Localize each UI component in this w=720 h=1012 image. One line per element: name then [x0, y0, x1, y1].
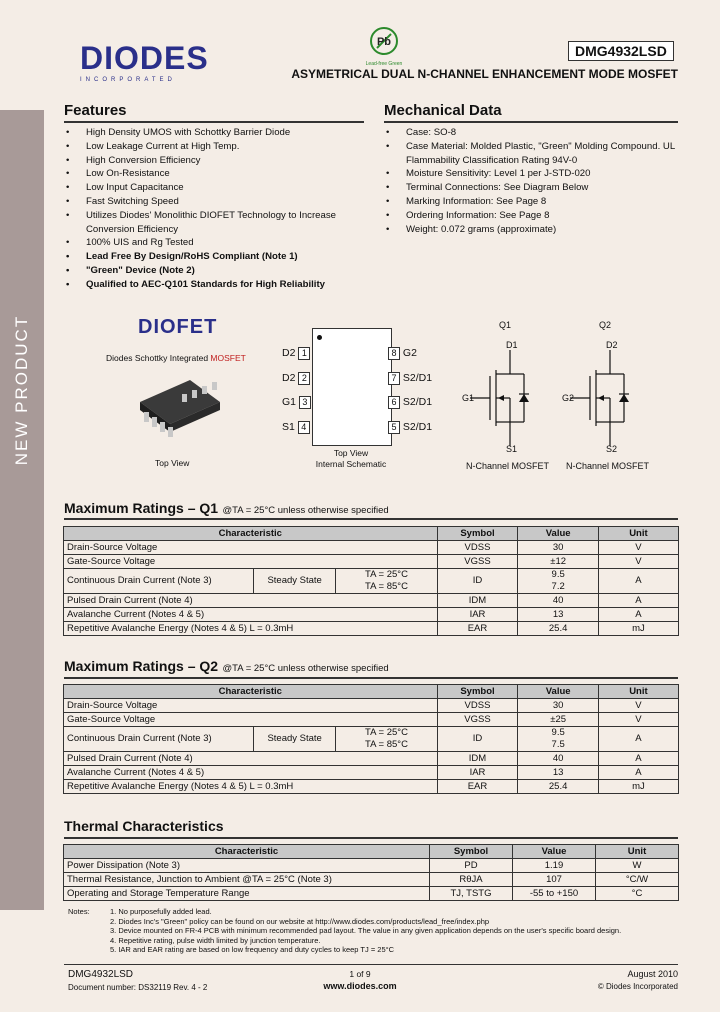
col-symbol: Symbol — [437, 527, 518, 541]
note-item: 2. Diodes Inc's "Green" policy can be found on our website at http://www.diodes.com/products/lead_free/index.php — [110, 916, 490, 926]
doc-subtitle: ASYMETRICAL DUAL N-CHANNEL ENHANCEMENT MODE MOSFET — [291, 67, 678, 81]
pb-symbol: Pb — [376, 36, 392, 48]
nmos-symbol-icon — [566, 350, 636, 446]
list-item: • Utilizes Diodes' Monolithic DIOFET Technology to Increase Conversion Efficiency — [64, 209, 364, 237]
features-list — [64, 126, 364, 292]
list-item: • Low On-Resistance — [64, 167, 364, 181]
g1-label: G1 — [462, 393, 475, 403]
schematic-caption-1: Top View — [333, 448, 369, 458]
footer-part: DMG4932LSD — [68, 969, 134, 980]
table-row: Drain-Source Voltage VDSS 30 V — [64, 541, 679, 555]
list-item: • Case: SO-8 — [384, 126, 678, 140]
nmos-symbol-icon — [466, 350, 536, 446]
thermal-rule — [64, 837, 678, 839]
table-row: Drain-Source Voltage VDSS 30 V — [64, 699, 679, 713]
q2-ratings-table — [63, 684, 679, 794]
footer-copyright: © Diodes Incorporated — [597, 982, 678, 991]
pin1-marker — [317, 335, 322, 340]
ic-outline — [312, 328, 392, 446]
notes-list — [110, 907, 680, 955]
d2-label: D2 — [606, 340, 618, 350]
table-row: Power Dissipation (Note 3) PD 1.19 W — [64, 859, 679, 873]
table-row: Gate-Source Voltage VGSS ±25 V — [64, 713, 679, 727]
table-row: Repetitive Avalanche Energy (Notes 4 & 5) L = 0.3mH EAR 25.4 mJ — [64, 622, 679, 636]
q1-rule — [64, 518, 678, 520]
list-item: • Lead Free By Design/RoHS Compliant (Note 1) — [64, 250, 364, 264]
col-characteristic: Characteristic — [64, 527, 438, 541]
s1-label: S1 — [506, 444, 518, 454]
col-unit: Unit — [598, 685, 678, 699]
table-row: Gate-Source Voltage VGSS ±12 V — [64, 555, 679, 569]
q1-label: Q1 — [499, 320, 512, 330]
table-row: Avalanche Current (Notes 4 & 5) IAR 13 A — [64, 608, 679, 622]
q2-rule — [64, 677, 678, 679]
q1-ratings-table — [63, 526, 679, 636]
table-header-row — [64, 685, 679, 699]
note-item: 5. IAR and EAR rating are based on low frequency and duty cycles to keep TJ = 25°C — [110, 945, 395, 954]
col-characteristic: Characteristic — [64, 845, 430, 859]
list-item: • High Density UMOS with Schottky Barrier Diode — [64, 126, 364, 140]
s2-label: S2 — [606, 444, 618, 454]
schematic-caption-2: Internal Schematic — [315, 459, 387, 469]
list-item: • Terminal Connections: See Diagram Below — [384, 181, 678, 195]
mechanical-list — [384, 126, 678, 236]
part-number: DMG4932LSD — [568, 41, 674, 61]
col-unit: Unit — [598, 527, 678, 541]
table-header-row — [64, 527, 679, 541]
package-caption: Top View — [155, 458, 190, 468]
thermal-title: Thermal Characteristics — [64, 818, 224, 834]
list-item: • Fast Switching Speed — [64, 195, 364, 209]
g2-label: G2 — [562, 393, 575, 403]
diodes-logo — [80, 40, 209, 83]
footer-doc-number: Document number: DS32119 Rev. 4 - 2 — [68, 983, 208, 992]
list-item: • Low Input Capacitance — [64, 181, 364, 195]
footer-url[interactable]: www.diodes.com — [323, 981, 397, 991]
list-item: • Marking Information: See Page 8 — [384, 195, 678, 209]
q2-section-title — [64, 658, 389, 676]
logo-text: DIODES — [80, 40, 209, 76]
side-banner-label: NEW PRODUCT — [12, 314, 31, 466]
q1-section-title — [64, 500, 389, 518]
footer-rule — [64, 964, 678, 965]
d1-label: D1 — [506, 340, 518, 350]
q2-condition: @TA = 25°C unless otherwise specified — [222, 663, 389, 674]
table-row: Continuous Drain Current (Note 3) Steady State TA = 25°C TA = 85°C ID 9.5 7.2 A — [64, 569, 679, 594]
note-item: 4. Repetitive rating, pulse width limited by junction temperature. — [110, 935, 321, 945]
col-characteristic: Characteristic — [64, 685, 438, 699]
lead-free-badge — [362, 26, 406, 67]
footer-page: 1 of 9 — [349, 969, 371, 979]
side-banner — [0, 110, 44, 910]
table-row: Pulsed Drain Current (Note 4) IDM 40 A — [64, 752, 679, 766]
col-value: Value — [513, 845, 596, 859]
q2-caption: N-Channel MOSFET — [566, 461, 650, 471]
features-title: Features — [64, 102, 127, 119]
q2-label: Q2 — [599, 320, 612, 330]
table-row: Avalanche Current (Notes 4 & 5) IAR 13 A — [64, 766, 679, 780]
list-item: • Ordering Information: See Page 8 — [384, 209, 678, 223]
note-item: 1. No purposefully added lead. — [110, 907, 212, 916]
list-item: • "Green" Device (Note 2) — [64, 264, 364, 278]
so8-package-image — [130, 372, 226, 444]
col-symbol: Symbol — [430, 845, 513, 859]
list-item: • High Conversion Efficiency — [64, 154, 364, 168]
table-header-row — [64, 845, 679, 859]
right-pins: 8 G2 7 S2/D1 6 S2/D1 5 S2/D1 — [388, 341, 432, 439]
q1-condition: @TA = 25°C unless otherwise specified — [222, 505, 389, 516]
list-item: • 100% UIS and Rg Tested — [64, 236, 364, 250]
diofet-caption-b: MOSFET — [210, 353, 246, 363]
mechanical-title: Mechanical Data — [384, 102, 502, 119]
thermal-table — [63, 844, 679, 901]
list-item: • Moisture Sensitivity: Level 1 per J-STD-020 — [384, 167, 678, 181]
footer-date: August 2010 — [627, 969, 678, 979]
schematic-caption — [312, 448, 390, 470]
list-item: • Qualified to AEC-Q101 Standards for High Reliability — [64, 278, 364, 292]
q1-caption: N-Channel MOSFET — [466, 461, 550, 471]
col-value: Value — [518, 527, 598, 541]
list-item: • Low Leakage Current at High Temp. — [64, 140, 364, 154]
leaf-icon — [369, 26, 399, 56]
left-pins: D2 1 D2 2 G1 3 S1 4 — [282, 341, 311, 439]
diofet-logo: DIOFET — [138, 316, 218, 338]
notes-label: Notes: — [68, 907, 90, 916]
list-item: • Case Material: Molded Plastic, "Green" Molding Compound. UL Flammability Classification Rating 94V-0 — [384, 140, 678, 168]
col-unit: Unit — [596, 845, 679, 859]
table-row: Operating and Storage Temperature Range TJ, TSTG -55 to +150 °C — [64, 887, 679, 901]
col-symbol: Symbol — [437, 685, 518, 699]
table-row: Thermal Resistance, Junction to Ambient @TA = 25°C (Note 3) RθJA 107 °C/W — [64, 873, 679, 887]
green-label: Lead-free Green — [365, 61, 403, 67]
table-row: Pulsed Drain Current (Note 4) IDM 40 A — [64, 594, 679, 608]
col-value: Value — [518, 685, 598, 699]
note-item: 3. Device mounted on FR-4 PCB with minimum recommended pad layout. The value in any given application depends on the user's specific board design. — [110, 926, 622, 935]
features-rule — [64, 121, 364, 123]
diofet-caption-a: Diodes Schottky Integrated — [106, 353, 211, 363]
logo-subtext: INCORPORATED — [80, 77, 176, 83]
mechanical-rule — [384, 121, 678, 123]
list-item: • Weight: 0.072 grams (approximate) — [384, 223, 678, 237]
q2-title: Maximum Ratings – Q2 — [64, 658, 219, 674]
table-row: Continuous Drain Current (Note 3) Steady State TA = 25°C TA = 85°C ID 9.5 7.5 A — [64, 727, 679, 752]
table-row: Repetitive Avalanche Energy (Notes 4 & 5) L = 0.3mH EAR 25.4 mJ — [64, 780, 679, 794]
q1-title: Maximum Ratings – Q1 — [64, 500, 219, 516]
diofet-caption — [106, 353, 246, 363]
